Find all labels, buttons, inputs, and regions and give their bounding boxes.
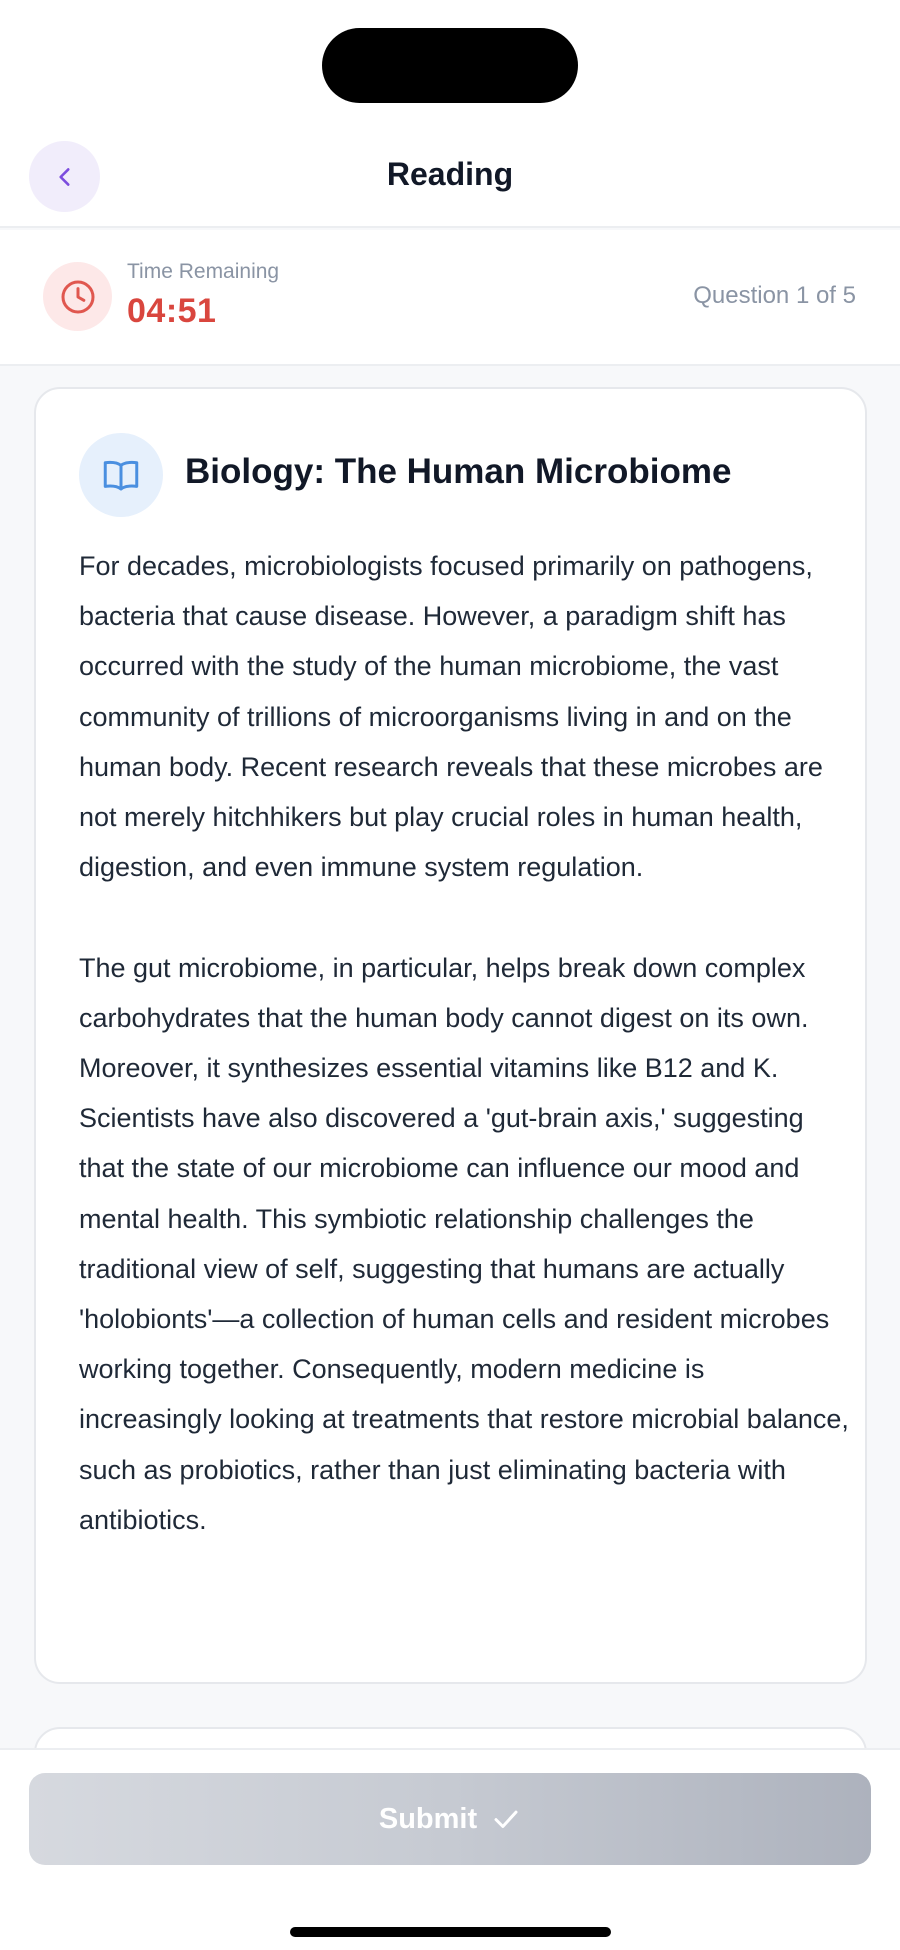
checkmark-icon: [491, 1804, 521, 1834]
question-counter: Question 1 of 5: [693, 282, 856, 309]
clock-icon-badge: [43, 262, 112, 331]
book-icon-badge: [79, 433, 163, 517]
passage-paragraph: The gut microbiome, in particular, helps break down complex carbohydrates that the human body cannot digest on its own. Moreover, it synthesizes essential vitamins like B12 and K. Scientists have also discovered a 'gut-brain axis,' suggesting that the state of our microbiome can influence our mood and mental health. This symbiotic relationship challenges the traditional view of self, suggesting that humans are actually 'holobionts'—a collection of human cells and resident microbes working together. Consequently, modern medicine is increasingly looking at treatments that restore microbial balance, such as probiotics, rather than just eliminating bacteria with antibiotics.: [79, 952, 849, 1535]
passage-text: [79, 541, 849, 1545]
passage-card: [34, 387, 867, 1684]
home-indicator: [290, 1927, 611, 1937]
passage-title: Biology: The Human Microbiome: [185, 452, 732, 491]
submit-label: Submit: [378, 1802, 478, 1835]
dynamic-island: [322, 28, 578, 103]
time-remaining-label: Time Remaining: [127, 260, 280, 283]
page-title: Reading: [386, 156, 514, 192]
timer-bar: [0, 230, 900, 366]
passage-paragraph: For decades, microbiologists focused primarily on pathogens, bacteria that cause disease. However, a paradigm shift has occurred with the study of the human microbiome, the vast community of trillions of microorganisms living in and on the human body. Recent research reveals that these microbes are not merely hitchhikers but play crucial roles in human health, digestion, and even immune system regulation.: [79, 551, 823, 883]
time-remaining-value: 04:51: [127, 292, 217, 330]
clock-icon: [58, 277, 98, 317]
submit-button[interactable]: [29, 1773, 871, 1865]
bottom-action-bar: [0, 1748, 900, 1950]
open-book-icon: [100, 454, 142, 496]
